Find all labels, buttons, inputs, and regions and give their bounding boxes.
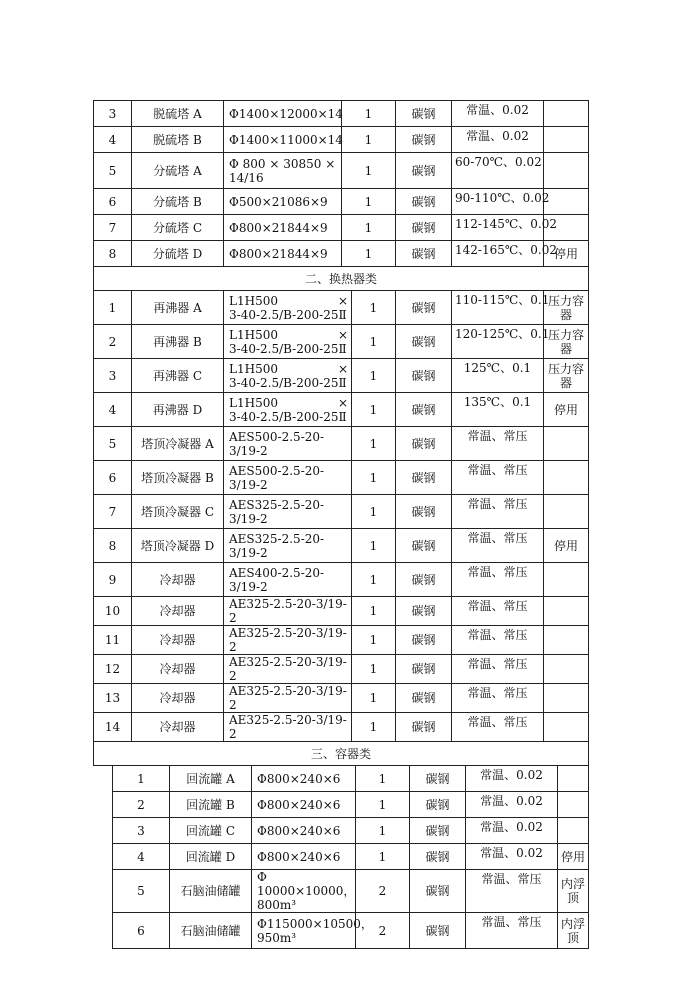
row-number: 7 — [94, 215, 132, 241]
table-row — [94, 597, 589, 626]
equipment-spec — [224, 325, 352, 359]
table-row — [113, 913, 589, 949]
spec-volume: 950m³ — [257, 930, 297, 945]
row-number: 5 — [113, 870, 170, 913]
equipment-name: 脱硫塔 A — [132, 101, 224, 127]
equipment-spec: Φ800×21844×9 — [224, 241, 342, 267]
equipment-spec — [224, 153, 342, 189]
remark — [544, 655, 589, 684]
equipment-spec — [224, 359, 352, 393]
operating-condition: 常温、常压 — [452, 597, 544, 626]
material: 碳钢 — [396, 241, 452, 267]
operating-condition: 142-165℃、0.02 — [452, 241, 544, 267]
equipment-name: 回流罐 A — [170, 766, 252, 792]
operating-condition: 90-110℃、0.02 — [452, 189, 544, 215]
row-number: 2 — [113, 792, 170, 818]
table-row — [94, 359, 589, 393]
equipment-name: 冷却器 — [132, 597, 224, 626]
operating-condition: 常温、0.02 — [466, 766, 558, 792]
material: 碳钢 — [396, 655, 452, 684]
row-number: 12 — [94, 655, 132, 684]
table-row — [94, 127, 589, 153]
operating-condition: 112-145℃、0.02 — [452, 215, 544, 241]
operating-condition: 常温、0.02 — [466, 844, 558, 870]
equipment-spec: Φ800×240×6 — [252, 792, 356, 818]
row-number: 4 — [94, 393, 132, 427]
quantity: 1 — [352, 713, 396, 742]
spec-times-sign: × — [337, 327, 348, 342]
equipment-name: 冷却器 — [132, 713, 224, 742]
equipment-name: 石脑油储罐 — [170, 870, 252, 913]
material: 碳钢 — [396, 101, 452, 127]
operating-condition: 常温、常压 — [466, 913, 558, 949]
equipment-name: 塔顶冷凝器 B — [132, 461, 224, 495]
spec-model: L1H500 — [229, 361, 278, 376]
material: 碳钢 — [396, 359, 452, 393]
equipment-spec — [224, 461, 352, 495]
remark — [544, 495, 589, 529]
equipment-spec — [252, 913, 373, 949]
table-row — [94, 461, 589, 495]
quantity: 1 — [356, 844, 410, 870]
equipment-name: 分硫塔 C — [132, 215, 224, 241]
section-header-row — [94, 267, 589, 291]
material: 碳钢 — [396, 127, 452, 153]
spec-times-sign: × — [337, 395, 348, 410]
section-title-heat-exchangers: 二、换热器类 — [94, 267, 589, 291]
material: 碳钢 — [396, 597, 452, 626]
equipment-name: 冷却器 — [132, 684, 224, 713]
row-number: 3 — [113, 818, 170, 844]
section-header-row — [94, 742, 589, 766]
table-row — [94, 684, 589, 713]
quantity: 1 — [352, 684, 396, 713]
row-number: 14 — [94, 713, 132, 742]
equipment-spec: Φ800×240×6 — [252, 844, 356, 870]
remark — [544, 189, 589, 215]
quantity: 2 — [356, 870, 410, 913]
row-number: 1 — [94, 291, 132, 325]
equipment-name: 塔顶冷凝器 D — [132, 529, 224, 563]
quantity: 1 — [352, 655, 396, 684]
remark: 内浮顶 — [558, 913, 589, 949]
vessels-table — [112, 765, 589, 949]
table-row — [113, 818, 589, 844]
quantity: 1 — [352, 495, 396, 529]
row-number: 1 — [113, 766, 170, 792]
equipment-name: 脱硫塔 B — [132, 127, 224, 153]
remark — [544, 713, 589, 742]
table-row — [94, 291, 589, 325]
row-number: 3 — [94, 101, 132, 127]
equipment-name: 再沸器 A — [132, 291, 224, 325]
table-row — [113, 792, 589, 818]
material: 碳钢 — [396, 461, 452, 495]
table-row — [94, 529, 589, 563]
operating-condition: 110-115℃、0.1 — [452, 291, 544, 325]
remark: 压力容器 — [544, 359, 589, 393]
equipment-spec — [224, 495, 352, 529]
operating-condition: 常温、常压 — [466, 870, 558, 913]
equipment-spec: Φ500×21086×9 — [224, 189, 342, 215]
operating-condition: 60-70℃、0.02 — [452, 153, 544, 189]
remark: 停用 — [544, 529, 589, 563]
material: 碳钢 — [396, 563, 452, 597]
equipment-name: 冷却器 — [132, 563, 224, 597]
table-row — [94, 153, 589, 189]
equipment-spec: Φ1400×12000×14 — [224, 101, 342, 127]
quantity: 1 — [352, 291, 396, 325]
table-row — [94, 427, 589, 461]
table-row — [113, 870, 589, 913]
heat-exchangers-table — [93, 290, 589, 766]
table-row — [94, 626, 589, 655]
operating-condition: 常温、0.02 — [466, 792, 558, 818]
quantity: 1 — [356, 818, 410, 844]
row-number: 9 — [94, 563, 132, 597]
material: 碳钢 — [396, 393, 452, 427]
section-title-vessels: 三、容器类 — [94, 742, 589, 766]
quantity: 1 — [356, 792, 410, 818]
operating-condition: 125℃、0.1 — [452, 359, 544, 393]
quantity: 1 — [352, 597, 396, 626]
material: 碳钢 — [396, 626, 452, 655]
quantity: 1 — [342, 241, 396, 267]
equipment-spec — [252, 870, 356, 913]
operating-condition: 常温、常压 — [452, 626, 544, 655]
material: 碳钢 — [410, 870, 466, 913]
equipment-spec: Φ800×240×6 — [252, 818, 356, 844]
material: 碳钢 — [410, 792, 466, 818]
equipment-name: 再沸器 B — [132, 325, 224, 359]
row-number: 2 — [94, 325, 132, 359]
equipment-name: 塔顶冷凝器 A — [132, 427, 224, 461]
operating-condition: 常温、常压 — [452, 495, 544, 529]
spec-model: L1H500 — [229, 293, 278, 308]
remark — [544, 563, 589, 597]
remark: 停用 — [558, 844, 589, 870]
remark — [544, 597, 589, 626]
equipment-spec-text: AES500-2.5-20-3/19-2 — [229, 463, 325, 492]
material: 碳钢 — [410, 913, 466, 949]
material: 碳钢 — [410, 766, 466, 792]
quantity: 1 — [356, 766, 410, 792]
remark — [544, 461, 589, 495]
equipment-spec-text: Φ 800 × 30850 × 14/16 — [229, 156, 336, 185]
quantity: 1 — [342, 189, 396, 215]
equipment-spec-text: AES400-2.5-20-3/19-2 — [229, 565, 325, 594]
operating-condition: 135℃、0.1 — [452, 393, 544, 427]
equipment-name: 回流罐 D — [170, 844, 252, 870]
quantity: 1 — [352, 529, 396, 563]
operating-condition: 常温、常压 — [452, 684, 544, 713]
equipment-spec: AE325-2.5-20-3/19-2 — [224, 713, 352, 742]
equipment-spec-text: AES325-2.5-20-3/19-2 — [229, 497, 325, 526]
spec-volume: 800m³ — [257, 898, 297, 912]
equipment-name: 分硫塔 A — [132, 153, 224, 189]
operating-condition: 常温、常压 — [452, 563, 544, 597]
quantity: 1 — [352, 563, 396, 597]
row-number: 4 — [113, 844, 170, 870]
remark — [544, 626, 589, 655]
equipment-spec — [224, 291, 352, 325]
operating-condition: 常温、0.02 — [452, 127, 544, 153]
quantity: 1 — [352, 325, 396, 359]
remark — [558, 766, 589, 792]
spec-times-sign: × — [337, 293, 348, 308]
remark — [544, 427, 589, 461]
equipment-spec: AE325-2.5-20-3/19-2 — [224, 597, 352, 626]
quantity: 1 — [342, 101, 396, 127]
quantity: 1 — [342, 215, 396, 241]
material: 碳钢 — [410, 844, 466, 870]
equipment-spec: AE325-2.5-20-3/19-2 — [224, 684, 352, 713]
remark — [544, 153, 589, 189]
equipment-spec: Φ800×240×6 — [252, 766, 356, 792]
row-number: 7 — [94, 495, 132, 529]
equipment-spec — [224, 427, 352, 461]
material: 碳钢 — [396, 325, 452, 359]
table-row — [94, 241, 589, 267]
table-row — [94, 215, 589, 241]
row-number: 11 — [94, 626, 132, 655]
row-number: 10 — [94, 597, 132, 626]
quantity: 1 — [352, 461, 396, 495]
material: 碳钢 — [396, 684, 452, 713]
spec-dimensions: Φ115000×10500， — [257, 916, 373, 931]
equipment-name: 回流罐 C — [170, 818, 252, 844]
quantity: 1 — [342, 127, 396, 153]
material: 碳钢 — [396, 427, 452, 461]
equipment-spec — [224, 529, 352, 563]
spec-detail: 3-40-2.5/B-200-25Ⅱ — [229, 307, 347, 322]
quantity: 1 — [352, 427, 396, 461]
spec-model: L1H500 — [229, 327, 278, 342]
quantity: 1 — [352, 393, 396, 427]
operating-condition: 常温、0.02 — [452, 101, 544, 127]
table-row — [94, 495, 589, 529]
towers-table — [93, 100, 589, 291]
table-row — [94, 101, 589, 127]
table-row — [94, 189, 589, 215]
equipment-spec: AE325-2.5-20-3/19-2 — [224, 655, 352, 684]
remark — [544, 101, 589, 127]
row-number: 6 — [113, 913, 170, 949]
table-row — [113, 844, 589, 870]
row-number: 6 — [94, 189, 132, 215]
table-row — [113, 766, 589, 792]
row-number: 8 — [94, 241, 132, 267]
equipment-name: 分硫塔 B — [132, 189, 224, 215]
material: 碳钢 — [396, 495, 452, 529]
spec-times-sign: × — [337, 361, 348, 376]
equipment-name: 冷却器 — [132, 655, 224, 684]
row-number: 8 — [94, 529, 132, 563]
table-row — [94, 563, 589, 597]
equipment-name: 塔顶冷凝器 C — [132, 495, 224, 529]
table-row — [94, 393, 589, 427]
material: 碳钢 — [396, 215, 452, 241]
equipment-list-sheet — [93, 100, 588, 949]
remark: 压力容器 — [544, 325, 589, 359]
remark: 停用 — [544, 393, 589, 427]
quantity: 1 — [352, 626, 396, 655]
operating-condition: 常温、常压 — [452, 655, 544, 684]
equipment-spec: AE325-2.5-20-3/19-2 — [224, 626, 352, 655]
table-row — [94, 325, 589, 359]
operating-condition: 常温、常压 — [452, 529, 544, 563]
table-row — [94, 713, 589, 742]
material: 碳钢 — [396, 153, 452, 189]
equipment-name: 石脑油储罐 — [170, 913, 252, 949]
spec-detail: 3-40-2.5/B-200-25Ⅱ — [229, 409, 347, 424]
equipment-name: 再沸器 C — [132, 359, 224, 393]
row-number: 13 — [94, 684, 132, 713]
row-number: 5 — [94, 153, 132, 189]
quantity: 2 — [356, 913, 410, 949]
equipment-spec — [224, 563, 352, 597]
row-number: 4 — [94, 127, 132, 153]
equipment-spec-text: AES500-2.5-20-3/19-2 — [229, 429, 325, 458]
spec-dimensions: Φ 10000×10000， — [257, 870, 356, 898]
remark: 内浮顶 — [558, 870, 589, 913]
equipment-spec: Φ1400×11000×14 — [224, 127, 342, 153]
operating-condition: 常温、0.02 — [466, 818, 558, 844]
material: 碳钢 — [410, 818, 466, 844]
equipment-spec-text: AES325-2.5-20-3/19-2 — [229, 531, 325, 560]
remark — [558, 818, 589, 844]
material: 碳钢 — [396, 529, 452, 563]
row-number: 6 — [94, 461, 132, 495]
remark: 压力容器 — [544, 291, 589, 325]
quantity: 1 — [352, 359, 396, 393]
material: 碳钢 — [396, 291, 452, 325]
row-number: 3 — [94, 359, 132, 393]
equipment-spec — [224, 393, 352, 427]
remark — [558, 792, 589, 818]
operating-condition: 常温、常压 — [452, 713, 544, 742]
table-row — [94, 655, 589, 684]
equipment-name: 冷却器 — [132, 626, 224, 655]
equipment-name: 分硫塔 D — [132, 241, 224, 267]
equipment-spec: Φ800×21844×9 — [224, 215, 342, 241]
material: 碳钢 — [396, 189, 452, 215]
material: 碳钢 — [396, 713, 452, 742]
remark — [544, 127, 589, 153]
equipment-name: 再沸器 D — [132, 393, 224, 427]
equipment-name: 回流罐 B — [170, 792, 252, 818]
operating-condition: 120-125℃、0.1 — [452, 325, 544, 359]
quantity: 1 — [342, 153, 396, 189]
spec-detail: 3-40-2.5/B-200-25Ⅱ — [229, 341, 347, 356]
spec-model: L1H500 — [229, 395, 278, 410]
row-number: 5 — [94, 427, 132, 461]
spec-detail: 3-40-2.5/B-200-25Ⅱ — [229, 375, 347, 390]
operating-condition: 常温、常压 — [452, 427, 544, 461]
operating-condition: 常温、常压 — [452, 461, 544, 495]
remark: 停用 — [544, 241, 589, 267]
remark — [544, 684, 589, 713]
